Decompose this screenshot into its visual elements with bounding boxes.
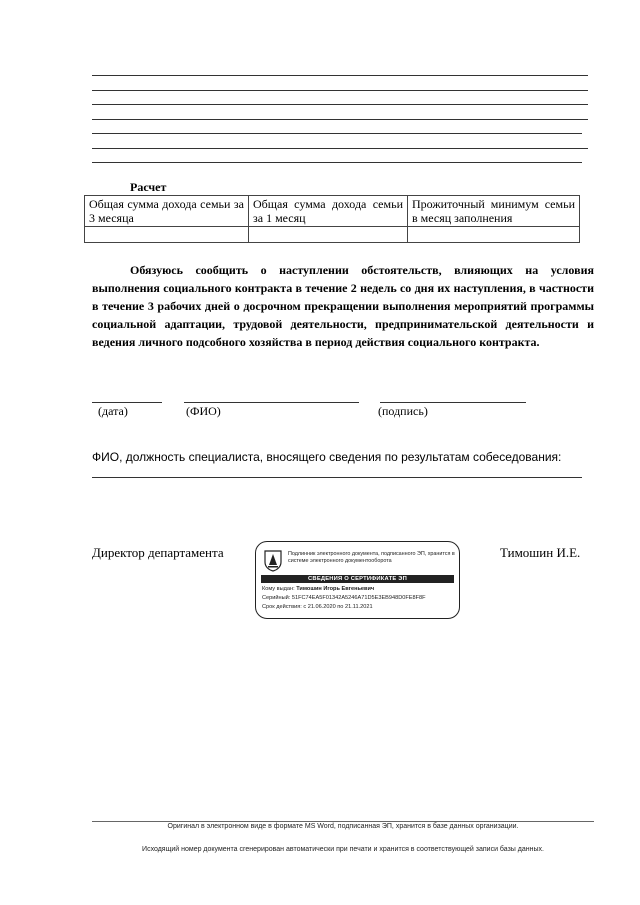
footer-note-number: Исходящий номер документа сгенерирован автоматически при печати и хранится в соответствующей записи базы данных. (142, 846, 544, 853)
stamp-intro: Подлинник электронного документа, подписанного ЭП, хранится в системе электронного документооборота (288, 551, 455, 564)
signature-line (380, 402, 526, 403)
cell-subsistence-minimum (408, 227, 580, 243)
calc-title: Расчет (130, 180, 167, 194)
blank-line-7 (92, 162, 582, 163)
obligation-paragraph: Обязуюсь сообщить о наступлении обстоятельств, влияющих на условия выполнения социального контракта в течение 2 недель со дня их наступления, в частности в течение 3 рабочих дней о досрочном прекращении выполнения мероприятий программы социальной адаптации, трудовой деятельности, предпринимательской деятельности и ведения личного подсобного хозяйства в период действия социального контракта. (92, 263, 594, 349)
stamp-validity-line (262, 604, 373, 611)
blank-line-6 (92, 148, 588, 149)
stamp-issued-to: Тимошин Игорь Евгеньевич (296, 586, 375, 592)
director-name: Тимошин И.Е. (500, 545, 581, 560)
signature-label: (подпись) (378, 404, 428, 418)
header-income-3-months: Общая сумма дохода семьи за 3 месяца (85, 196, 249, 227)
e-signature-stamp (255, 541, 460, 619)
specialist-line (92, 477, 582, 478)
blank-line-4 (92, 119, 588, 120)
header-income-1-month: Общая сумма дохода семьи за 1 месяц (249, 196, 408, 227)
coat-of-arms-icon (263, 550, 283, 572)
fio-label: (ФИО) (186, 404, 221, 418)
stamp-issued-to-line (262, 586, 374, 593)
date-label: (дата) (98, 404, 128, 418)
stamp-validity-label: Срок действия: (262, 604, 302, 610)
blank-line-1 (92, 75, 588, 76)
blank-line-3 (92, 104, 588, 105)
stamp-serial: 51FC74EA5F01342A5246A71D5E3EB948D0FE8F8F (291, 595, 426, 601)
cell-income-3-months (85, 227, 249, 243)
fio-line (184, 402, 359, 403)
table-row (85, 227, 580, 243)
specialist-caption: ФИО, должность специалиста, вносящего сведения по результатам собеседования: (92, 450, 562, 464)
stamp-serial-line (262, 595, 426, 602)
blank-line-2 (92, 90, 588, 91)
blank-line-5 (92, 133, 582, 134)
footer-divider (92, 821, 594, 822)
stamp-serial-label: Серийный: (262, 595, 291, 601)
stamp-issued-to-label: Кому выдан: (262, 586, 295, 592)
director-title: Директор департамента (92, 545, 224, 560)
date-line (92, 402, 162, 403)
header-subsistence-minimum: Прожиточный минимум семьи в месяц заполнения (408, 196, 580, 227)
table-header-row (85, 196, 580, 227)
cell-income-1-month (249, 227, 408, 243)
footer-note-original: Оригинал в электронном виде в формате MS Word, подписанная ЭП, хранится в базе данных организации. (167, 823, 519, 830)
stamp-validity: с 21.06.2020 по 21.11.2021 (303, 604, 373, 610)
calc-table (84, 195, 580, 243)
stamp-header: СВЕДЕНИЯ О СЕРТИФИКАТЕ ЭП (261, 575, 454, 583)
